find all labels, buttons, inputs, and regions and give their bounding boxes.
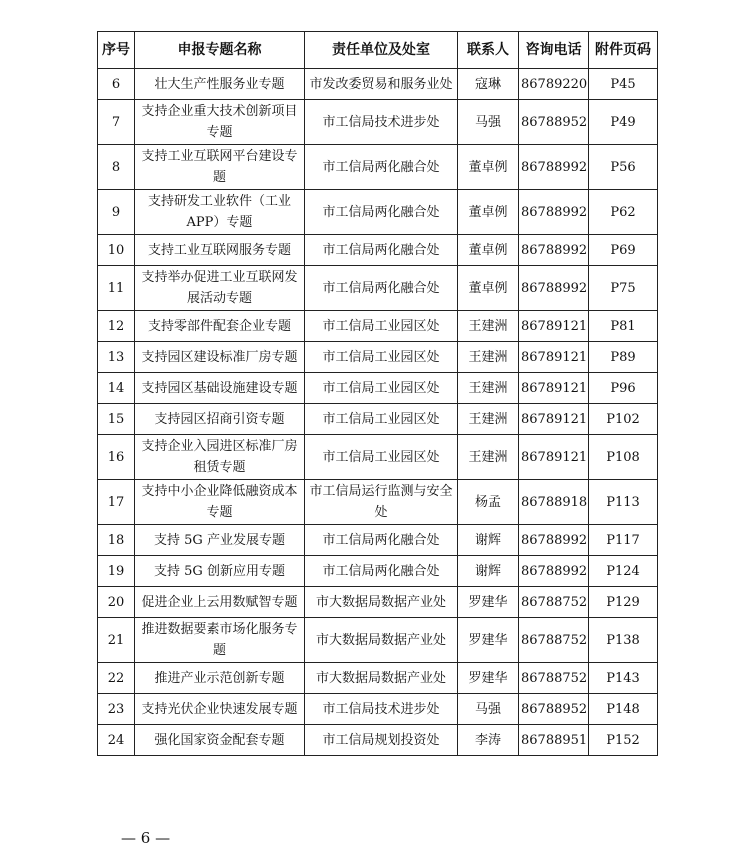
cell-unit: 市工信局两化融合处	[305, 556, 458, 587]
cell-contact: 寇琳	[458, 69, 519, 100]
cell-contact: 谢辉	[458, 556, 519, 587]
cell-contact: 李涛	[458, 725, 519, 756]
cell-contact: 董卓例	[458, 235, 519, 266]
cell-phone: 86788752	[519, 663, 589, 694]
table-row	[98, 725, 658, 756]
cell-contact: 董卓例	[458, 145, 519, 190]
cell-page: P113	[589, 480, 658, 525]
cell-contact: 王建洲	[458, 435, 519, 480]
cell-contact: 马强	[458, 100, 519, 145]
cell-seq: 6	[98, 69, 135, 100]
cell-project-name: 支持工业互联网平台建设专题	[135, 145, 305, 190]
cell-phone: 86788952	[519, 100, 589, 145]
cell-phone: 86788951	[519, 725, 589, 756]
cell-project-name: 推进数据要素市场化服务专题	[135, 618, 305, 663]
cell-seq: 13	[98, 342, 135, 373]
cell-phone: 86789121	[519, 373, 589, 404]
cell-phone: 86789121	[519, 311, 589, 342]
cell-phone: 86788992	[519, 235, 589, 266]
table-header-row	[98, 32, 658, 69]
cell-seq: 21	[98, 618, 135, 663]
cell-project-name: 支持零部件配套企业专题	[135, 311, 305, 342]
cell-contact: 王建洲	[458, 404, 519, 435]
cell-unit: 市大数据局数据产业处	[305, 663, 458, 694]
cell-project-name: 支持园区招商引资专题	[135, 404, 305, 435]
cell-phone: 86788992	[519, 556, 589, 587]
cell-project-name: 壮大生产性服务业专题	[135, 69, 305, 100]
cell-contact: 罗建华	[458, 618, 519, 663]
cell-project-name: 支持园区基础设施建设专题	[135, 373, 305, 404]
table-row	[98, 480, 658, 525]
table-row	[98, 435, 658, 480]
cell-seq: 24	[98, 725, 135, 756]
table-row	[98, 266, 658, 311]
table-row	[98, 556, 658, 587]
cell-page: P45	[589, 69, 658, 100]
cell-phone: 86788752	[519, 618, 589, 663]
cell-seq: 9	[98, 190, 135, 235]
cell-seq: 22	[98, 663, 135, 694]
table-row	[98, 694, 658, 725]
cell-project-name: 支持工业互联网服务专题	[135, 235, 305, 266]
cell-unit: 市工信局两化融合处	[305, 190, 458, 235]
cell-contact: 马强	[458, 694, 519, 725]
cell-project-name: 支持企业入园进区标准厂房租赁专题	[135, 435, 305, 480]
cell-seq: 8	[98, 145, 135, 190]
table-row	[98, 587, 658, 618]
cell-contact: 谢辉	[458, 525, 519, 556]
table-row	[98, 404, 658, 435]
header-responsible-unit: 责任单位及处室	[305, 32, 458, 69]
cell-project-name: 支持光伏企业快速发展专题	[135, 694, 305, 725]
table-row	[98, 342, 658, 373]
cell-unit: 市工信局工业园区处	[305, 373, 458, 404]
cell-project-name: 支持园区建设标准厂房专题	[135, 342, 305, 373]
cell-unit: 市工信局规划投资处	[305, 725, 458, 756]
cell-unit: 市大数据局数据产业处	[305, 587, 458, 618]
cell-unit: 市工信局两化融合处	[305, 525, 458, 556]
cell-phone: 86788992	[519, 266, 589, 311]
cell-contact: 杨孟	[458, 480, 519, 525]
cell-page: P148	[589, 694, 658, 725]
cell-page: P152	[589, 725, 658, 756]
table-row	[98, 525, 658, 556]
page-number: — 6 —	[121, 829, 171, 847]
cell-page: P56	[589, 145, 658, 190]
cell-unit: 市工信局运行监测与安全处	[305, 480, 458, 525]
cell-phone: 86788952	[519, 694, 589, 725]
cell-seq: 7	[98, 100, 135, 145]
cell-page: P129	[589, 587, 658, 618]
table-row	[98, 235, 658, 266]
cell-unit: 市大数据局数据产业处	[305, 618, 458, 663]
cell-page: P81	[589, 311, 658, 342]
cell-contact: 董卓例	[458, 266, 519, 311]
table-row	[98, 190, 658, 235]
cell-phone: 86789220	[519, 69, 589, 100]
cell-contact: 罗建华	[458, 587, 519, 618]
cell-project-name: 支持 5G 创新应用专题	[135, 556, 305, 587]
cell-phone: 86788918	[519, 480, 589, 525]
table-row	[98, 145, 658, 190]
table-row	[98, 100, 658, 145]
cell-seq: 11	[98, 266, 135, 311]
cell-page: P143	[589, 663, 658, 694]
cell-page: P124	[589, 556, 658, 587]
cell-seq: 20	[98, 587, 135, 618]
cell-unit: 市工信局技术进步处	[305, 100, 458, 145]
header-contact: 联系人	[458, 32, 519, 69]
table-row	[98, 663, 658, 694]
cell-project-name: 支持中小企业降低融资成本专题	[135, 480, 305, 525]
cell-project-name: 推进产业示范创新专题	[135, 663, 305, 694]
cell-seq: 12	[98, 311, 135, 342]
table-row	[98, 69, 658, 100]
cell-seq: 19	[98, 556, 135, 587]
cell-project-name: 支持 5G 产业发展专题	[135, 525, 305, 556]
cell-unit: 市工信局两化融合处	[305, 266, 458, 311]
cell-page: P62	[589, 190, 658, 235]
cell-seq: 18	[98, 525, 135, 556]
cell-contact: 王建洲	[458, 311, 519, 342]
cell-project-name: 促进企业上云用数赋智专题	[135, 587, 305, 618]
cell-phone: 86788992	[519, 525, 589, 556]
cell-page: P49	[589, 100, 658, 145]
header-project-name: 申报专题名称	[135, 32, 305, 69]
cell-project-name: 强化国家资金配套专题	[135, 725, 305, 756]
cell-seq: 17	[98, 480, 135, 525]
cell-project-name: 支持研发工业软件（工业APP）专题	[135, 190, 305, 235]
cell-unit: 市发改委贸易和服务业处	[305, 69, 458, 100]
cell-seq: 23	[98, 694, 135, 725]
cell-project-name: 支持企业重大技术创新项目专题	[135, 100, 305, 145]
cell-contact: 罗建华	[458, 663, 519, 694]
cell-phone: 86788992	[519, 145, 589, 190]
cell-unit: 市工信局工业园区处	[305, 342, 458, 373]
cell-page: P108	[589, 435, 658, 480]
cell-unit: 市工信局两化融合处	[305, 235, 458, 266]
table-row	[98, 618, 658, 663]
cell-page: P138	[589, 618, 658, 663]
cell-project-name: 支持举办促进工业互联网发展活动专题	[135, 266, 305, 311]
cell-seq: 14	[98, 373, 135, 404]
cell-contact: 王建洲	[458, 342, 519, 373]
header-seq: 序号	[98, 32, 135, 69]
cell-page: P69	[589, 235, 658, 266]
project-table	[97, 31, 658, 756]
cell-page: P117	[589, 525, 658, 556]
header-phone: 咨询电话	[519, 32, 589, 69]
cell-phone: 86789121	[519, 404, 589, 435]
cell-page: P75	[589, 266, 658, 311]
cell-contact: 董卓例	[458, 190, 519, 235]
cell-unit: 市工信局两化融合处	[305, 145, 458, 190]
cell-page: P89	[589, 342, 658, 373]
cell-unit: 市工信局工业园区处	[305, 311, 458, 342]
cell-page: P102	[589, 404, 658, 435]
cell-phone: 86789121	[519, 435, 589, 480]
table-row	[98, 311, 658, 342]
cell-seq: 15	[98, 404, 135, 435]
cell-seq: 10	[98, 235, 135, 266]
cell-phone: 86788752	[519, 587, 589, 618]
cell-unit: 市工信局工业园区处	[305, 404, 458, 435]
cell-page: P96	[589, 373, 658, 404]
cell-phone: 86789121	[519, 342, 589, 373]
cell-unit: 市工信局工业园区处	[305, 435, 458, 480]
cell-unit: 市工信局技术进步处	[305, 694, 458, 725]
cell-seq: 16	[98, 435, 135, 480]
table-row	[98, 373, 658, 404]
cell-phone: 86788992	[519, 190, 589, 235]
header-attachment-page: 附件页码	[589, 32, 658, 69]
cell-contact: 王建洲	[458, 373, 519, 404]
